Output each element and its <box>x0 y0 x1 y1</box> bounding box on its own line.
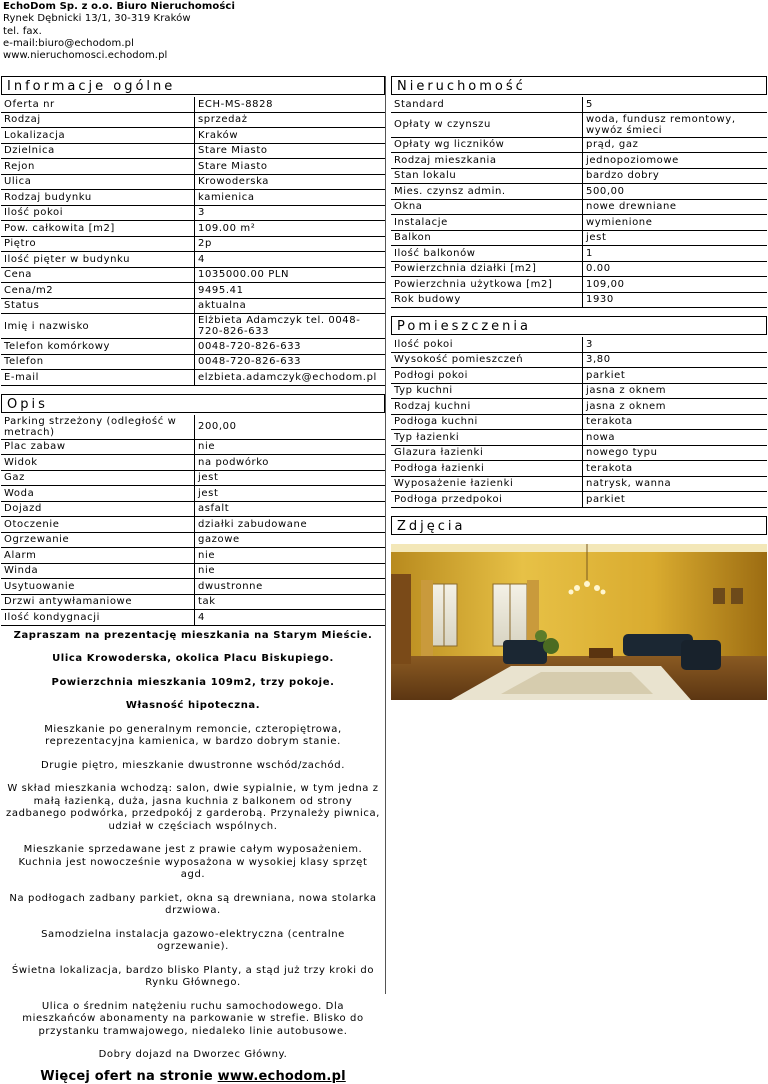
property-value: 0.00 <box>582 262 767 278</box>
property-row-stan-lokalu <box>391 169 767 185</box>
info-row-dzielnica <box>1 144 385 160</box>
more-offers <box>1 1068 385 1084</box>
info-value: Stare Miasto <box>194 159 385 175</box>
rooms-label: Typ łazienki <box>391 430 582 446</box>
opis-label: Plac zabaw <box>1 440 194 456</box>
property-row-okna <box>391 200 767 216</box>
rooms-row-podloga-kuchni <box>391 415 767 431</box>
property-row-instalacje <box>391 215 767 231</box>
info-row-ilosc-pokoi <box>1 206 385 222</box>
info-row-oferta-nr <box>1 97 385 113</box>
property-value: bardzo dobry <box>582 169 767 185</box>
opis-row-drzwi-antywlamaniowe <box>1 595 385 611</box>
opis-row-ogrzewanie <box>1 533 385 549</box>
offer-description <box>1 630 385 1084</box>
info-label: Rodzaj budynku <box>1 190 194 206</box>
property-row-ilosc-balkonow <box>391 246 767 262</box>
property-label: Rodzaj mieszkania <box>391 153 582 169</box>
section-title-opis: Opis <box>1 394 385 413</box>
opis-value: na podwórko <box>194 455 385 471</box>
info-label: Oferta nr <box>1 97 194 113</box>
property-label: Okna <box>391 200 582 216</box>
info-label: Pow. całkowita [m2] <box>1 221 194 237</box>
info-label: Dzielnica <box>1 144 194 160</box>
rooms-label: Podłoga kuchni <box>391 415 582 431</box>
description-paragraph: Powierzchnia mieszkania 109m2, trzy pokoje. <box>51 676 335 688</box>
property-value: 500,00 <box>582 184 767 200</box>
rooms-value: nowego typu <box>582 446 767 462</box>
property-row-rok-budowy <box>391 293 767 309</box>
rooms-row-wysokosc-pomieszczen <box>391 353 767 369</box>
opis-value: działki zabudowane <box>194 517 385 533</box>
agency-header <box>3 1 235 62</box>
rooms-row-glazura-lazienki <box>391 446 767 462</box>
opis-value: nie <box>194 440 385 456</box>
opis-label: Alarm <box>1 548 194 564</box>
info-row-pow-calkowita-m2 <box>1 221 385 237</box>
more-offers-text: Więcej ofert na stronie <box>40 1068 218 1084</box>
info-label: Telefon <box>1 355 194 371</box>
opis-label: Woda <box>1 486 194 502</box>
rooms-label: Wyposażenie łazienki <box>391 477 582 493</box>
info-label: Piętro <box>1 237 194 253</box>
info-value: Stare Miasto <box>194 144 385 160</box>
description-paragraph: Ulica o średnim natężeniu ruchu samochodowego. Dla mieszkańców abonamenty na parkowanie w strefie. Blisko do przystanku tramwajowego, niedaleko linie autobusowe. <box>22 1000 364 1037</box>
info-value: Kraków <box>194 128 385 144</box>
opis-row-dojazd <box>1 502 385 518</box>
left-column <box>1 76 385 1083</box>
company-address: Rynek Dębnicki 13/1, 30-319 Kraków <box>3 13 191 25</box>
description-paragraph: Zapraszam na prezentację mieszkania na Starym Mieście. <box>13 629 373 641</box>
info-row-e-mail <box>1 370 385 386</box>
rooms-row-rodzaj-kuchni <box>391 399 767 415</box>
company-website: www.nieruchomosci.echodom.pl <box>3 50 168 62</box>
property-row-powierzchnia-uzytkowa-m2 <box>391 277 767 293</box>
rooms-row-typ-kuchni <box>391 384 767 400</box>
living-room-photo-image <box>391 544 767 700</box>
property-label: Stan lokalu <box>391 169 582 185</box>
info-label: Ulica <box>1 175 194 191</box>
property-label: Opłaty w czynszu <box>391 113 582 138</box>
rooms-value: terakota <box>582 461 767 477</box>
opis-value: tak <box>194 595 385 611</box>
description-paragraph: Samodzielna instalacja gazowo-elektryczna (centralne ogrzewanie). <box>41 928 345 952</box>
rooms-value: 3,80 <box>582 353 767 369</box>
rooms-row-podloga-przedpokoi <box>391 492 767 508</box>
opis-value: nie <box>194 548 385 564</box>
property-row-powierzchnia-dzialki-m2 <box>391 262 767 278</box>
property-value: nowe drewniane <box>582 200 767 216</box>
opis-value: dwustronne <box>194 579 385 595</box>
info-row-cena-m2 <box>1 283 385 299</box>
property-label: Ilość balkonów <box>391 246 582 262</box>
info-label: E-mail <box>1 370 194 386</box>
rooms-value: nowa <box>582 430 767 446</box>
info-label: Rejon <box>1 159 194 175</box>
opis-row-gaz <box>1 471 385 487</box>
right-column <box>391 76 767 700</box>
rooms-label: Podłoga przedpokoi <box>391 492 582 508</box>
rooms-label: Podłogi pokoi <box>391 368 582 384</box>
info-value: Elżbieta Adamczyk tel. 0048-720-826-633 <box>194 314 385 339</box>
info-value: 0048-720-826-633 <box>194 355 385 371</box>
rooms-label: Glazura łazienki <box>391 446 582 462</box>
property-value: woda, fundusz remontowy, wywóz śmieci <box>582 113 767 138</box>
company-email: e-mail:biuro@echodom.pl <box>3 37 134 49</box>
apartment-photo[interactable] <box>391 544 767 700</box>
info-label: Rodzaj <box>1 113 194 129</box>
opis-label: Dojazd <box>1 502 194 518</box>
description-paragraph: Mieszkanie sprzedawane jest z prawie całym wyposażeniem. Kuchnia jest nowocześnie wyposażona w wysokiej klasy sprzęt agd. <box>18 844 368 880</box>
opis-label: Otoczenie <box>1 517 194 533</box>
rooms-value: parkiet <box>582 492 767 508</box>
info-value: 3 <box>194 206 385 222</box>
description-paragraph: W skład mieszkania wchodzą: salon, dwie sypialnie, w tym jedna z małą łazienką, duża, jasna kuchnia z balkonem od strony zadbanego podwórka, przedpokój z garderobą. Przynależy piwnica, udział w częściach wspólnych. <box>6 783 380 832</box>
info-value: 2p <box>194 237 385 253</box>
info-row-pietro <box>1 237 385 253</box>
opis-label: Usytuowanie <box>1 579 194 595</box>
info-value: elzbieta.adamczyk@echodom.pl <box>194 370 385 386</box>
section-title-rooms: Pomieszczenia <box>391 316 767 335</box>
rooms-value: parkiet <box>582 368 767 384</box>
more-offers-link[interactable]: www.echodom.pl <box>217 1068 346 1084</box>
rooms-value: jasna z oknem <box>582 399 767 415</box>
description-paragraph: Własność hipoteczna. <box>125 700 261 711</box>
property-label: Standard <box>391 97 582 113</box>
property-label: Balkon <box>391 231 582 247</box>
rooms-table <box>391 337 767 508</box>
info-value: 1035000.00 PLN <box>194 268 385 284</box>
opis-value: 4 <box>194 610 385 626</box>
description-paragraph: Mieszkanie po generalnym remoncie, czteropiętrowa, reprezentacyjna kamienica, w bardzo dobrym stanie. <box>44 723 342 747</box>
info-label: Imię i nazwisko <box>1 314 194 339</box>
opis-label: Drzwi antywłamaniowe <box>1 595 194 611</box>
info-row-ilosc-pieter-w-budynku <box>1 252 385 268</box>
info-value: Krowoderska <box>194 175 385 191</box>
property-value: 1 <box>582 246 767 262</box>
opis-row-winda <box>1 564 385 580</box>
opis-row-widok <box>1 455 385 471</box>
opis-row-ilosc-kondygnacji <box>1 610 385 626</box>
info-row-telefon <box>1 355 385 371</box>
rooms-label: Ilość pokoi <box>391 337 582 353</box>
section-title-info: Informacje ogólne <box>1 76 385 95</box>
property-value: wymienione <box>582 215 767 231</box>
opis-label: Widok <box>1 455 194 471</box>
info-value: 9495.41 <box>194 283 385 299</box>
column-divider <box>385 76 386 994</box>
property-label: Rok budowy <box>391 293 582 309</box>
rooms-label: Wysokość pomieszczeń <box>391 353 582 369</box>
rooms-row-typ-lazienki <box>391 430 767 446</box>
info-row-rejon <box>1 159 385 175</box>
info-label: Ilość pięter w budynku <box>1 252 194 268</box>
description-paragraph: Dobry dojazd na Dworzec Główny. <box>98 1049 288 1060</box>
info-table <box>1 97 385 386</box>
info-value: sprzedaż <box>194 113 385 129</box>
rooms-row-ilosc-pokoi <box>391 337 767 353</box>
property-value: 5 <box>582 97 767 113</box>
property-value: 1930 <box>582 293 767 309</box>
info-row-ulica <box>1 175 385 191</box>
property-value: jest <box>582 231 767 247</box>
property-row-oplaty-wg-licznikow <box>391 138 767 154</box>
info-label: Cena/m2 <box>1 283 194 299</box>
info-value: ECH-MS-8828 <box>194 97 385 113</box>
info-row-telefon-komorkowy <box>1 339 385 355</box>
opis-value: gazowe <box>194 533 385 549</box>
opis-row-plac-zabaw <box>1 440 385 456</box>
info-row-cena <box>1 268 385 284</box>
info-value: 4 <box>194 252 385 268</box>
description-paragraph: Drugie piętro, mieszkanie dwustronne wschód/zachód. <box>40 759 346 771</box>
opis-value: jest <box>194 486 385 502</box>
property-row-rodzaj-mieszkania <box>391 153 767 169</box>
opis-value: asfalt <box>194 502 385 518</box>
info-label: Lokalizacja <box>1 128 194 144</box>
info-value: 0048-720-826-633 <box>194 339 385 355</box>
info-row-rodzaj <box>1 113 385 129</box>
rooms-value: terakota <box>582 415 767 431</box>
company-name: EchoDom Sp. z o.o. Biuro Nieruchomości <box>3 1 235 12</box>
info-label: Telefon komórkowy <box>1 339 194 355</box>
description-paragraph: Ulica Krowoderska, okolica Placu Biskupiego. <box>52 653 334 664</box>
rooms-value: jasna z oknem <box>582 384 767 400</box>
opis-row-woda <box>1 486 385 502</box>
info-label: Cena <box>1 268 194 284</box>
property-row-mies-czynsz-admin <box>391 184 767 200</box>
opis-value: jest <box>194 471 385 487</box>
property-label: Mies. czynsz admin. <box>391 184 582 200</box>
property-table <box>391 97 767 308</box>
opis-value: 200,00 <box>194 415 385 440</box>
opis-row-usytuowanie <box>1 579 385 595</box>
rooms-row-podloga-lazienki <box>391 461 767 477</box>
rooms-label: Typ kuchni <box>391 384 582 400</box>
info-row-status <box>1 299 385 315</box>
rooms-value: 3 <box>582 337 767 353</box>
opis-label: Ilość kondygnacji <box>1 610 194 626</box>
rooms-row-wyposazenie-lazienki <box>391 477 767 493</box>
info-row-imie-i-nazwisko <box>1 314 385 339</box>
opis-label: Parking strzeżony (odległość w metrach) <box>1 415 194 440</box>
info-value: aktualna <box>194 299 385 315</box>
section-title-property: Nieruchomość <box>391 76 767 95</box>
opis-label: Ogrzewanie <box>1 533 194 549</box>
info-label: Status <box>1 299 194 315</box>
property-row-standard <box>391 97 767 113</box>
rooms-label: Rodzaj kuchni <box>391 399 582 415</box>
opis-label: Gaz <box>1 471 194 487</box>
info-row-rodzaj-budynku <box>1 190 385 206</box>
property-label: Opłaty wg liczników <box>391 138 582 154</box>
property-label: Instalacje <box>391 215 582 231</box>
property-row-balkon <box>391 231 767 247</box>
rooms-row-podlogi-pokoi <box>391 368 767 384</box>
description-paragraph: Świetna lokalizacja, bardzo blisko Planty, a stąd już trzy kroki do Rynku Głównego. <box>11 964 375 988</box>
property-row-oplaty-w-czynszu <box>391 113 767 138</box>
info-label: Ilość pokoi <box>1 206 194 222</box>
info-value: 109.00 m² <box>194 221 385 237</box>
opis-label: Winda <box>1 564 194 580</box>
opis-value: nie <box>194 564 385 580</box>
property-label: Powierzchnia użytkowa [m2] <box>391 277 582 293</box>
opis-table <box>1 415 385 626</box>
company-fax: tel. fax. <box>3 25 42 37</box>
section-title-photos: Zdjęcia <box>391 516 767 535</box>
property-value: prąd, gaz <box>582 138 767 154</box>
rooms-label: Podłoga łazienki <box>391 461 582 477</box>
opis-row-otoczenie <box>1 517 385 533</box>
opis-row-alarm <box>1 548 385 564</box>
rooms-value: natrysk, wanna <box>582 477 767 493</box>
description-paragraph: Na podłogach zadbany parkiet, okna są drewniana, nowa stolarka drzwiowa. <box>9 892 377 916</box>
opis-row-parking-strzezony-odleglosc-w-metrach <box>1 415 385 440</box>
property-label: Powierzchnia działki [m2] <box>391 262 582 278</box>
info-value: kamienica <box>194 190 385 206</box>
property-value: jednopoziomowe <box>582 153 767 169</box>
property-value: 109,00 <box>582 277 767 293</box>
info-row-lokalizacja <box>1 128 385 144</box>
